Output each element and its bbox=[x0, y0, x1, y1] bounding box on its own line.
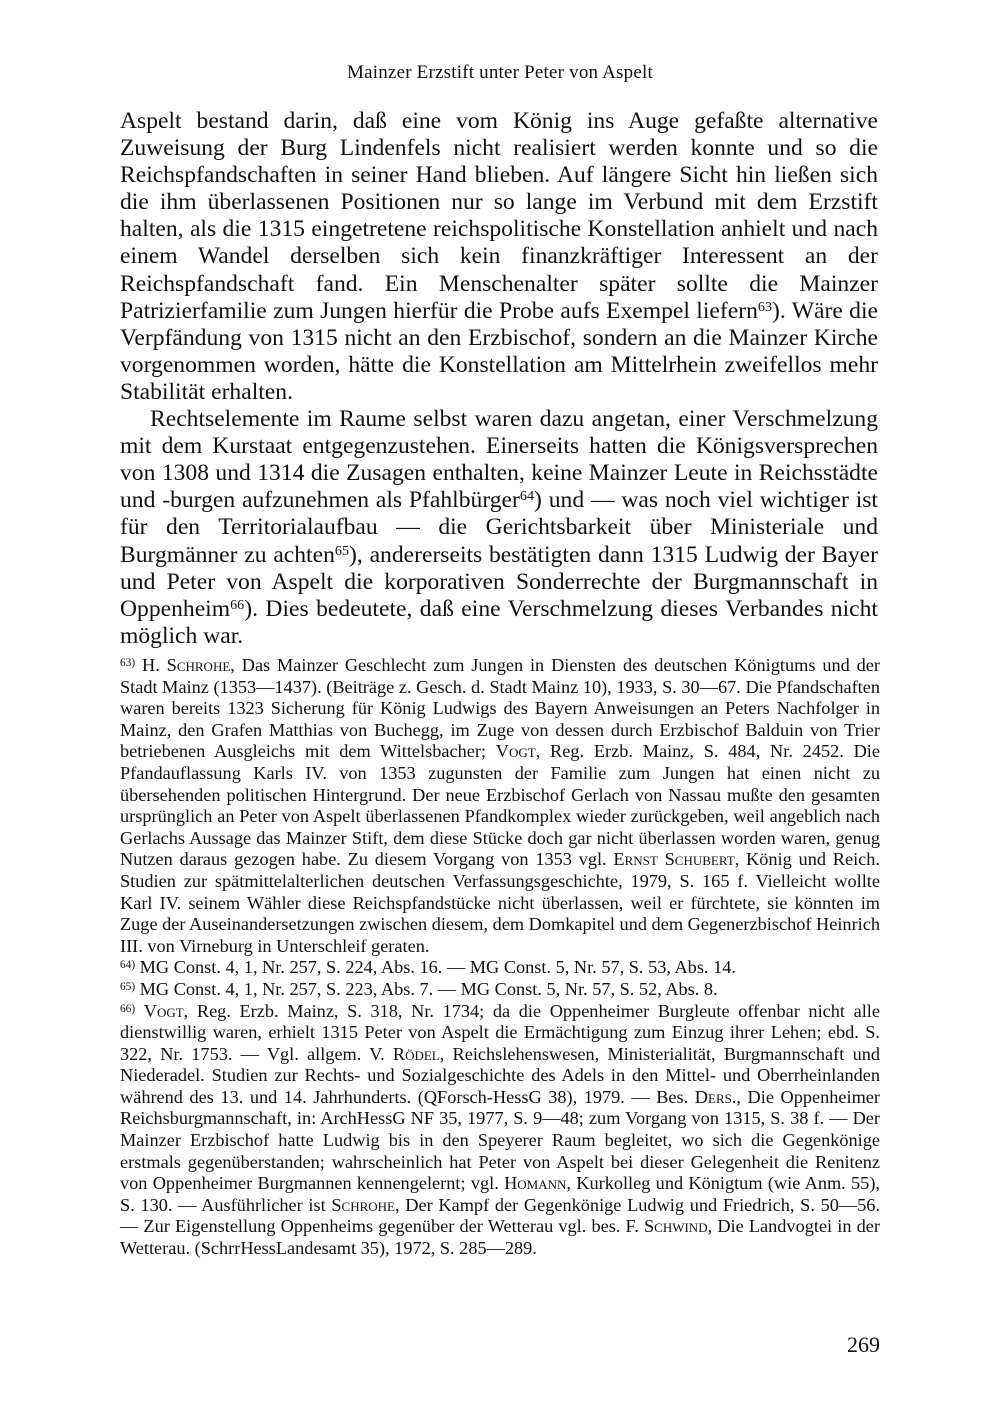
footnote-text: , Reg. Erzb. Mainz, S. 484, Nr. 2452. Die Pfandauflassung Karls IV. von 1353 zugunsten der Familie zum Jungen hat einen nicht zu übersehenden politischen Hintergrund. Der neue Erzbischof Gerlach von Nassau mußte den gesamten ursprünglich an Peter von Aspelt überlassenen Pfandkomplex wieder zurückgeben, weil angeblich nach Gerlachs Aussage das Mainzer Stift, dem diese Stücke doch gar nicht überlassen worden waren, genug Nutzen daraus gezogen habe. Zu diesem Vorgang von 1353 vgl. bbox=[120, 741, 880, 870]
author-name: Schrohe bbox=[166, 655, 231, 675]
paragraph-text: Rechtselemente im Raume selbst waren dazu angetan, einer Verschmelzung mit dem Kurstaat entgegenzustehen. Einerseits hatten die Königsversprechen von 1308 und 1314 die Zusagen enthalten, keine Mainzer Leute in Reichsstädte und -burgen aufzunehmen als Pfahlbürger bbox=[120, 406, 878, 514]
footnote-reference: 63 bbox=[757, 298, 773, 315]
running-head: Mainzer Erzstift unter Peter von Aspelt bbox=[347, 62, 653, 83]
footnote-number: 66) bbox=[120, 1002, 136, 1015]
footnote-text: MG Const. 4, 1, Nr. 257, S. 224, Abs. 16. — MG Const. 5, Nr. 57, S. 53, Abs. 14. bbox=[135, 957, 736, 978]
main-text bbox=[120, 108, 878, 650]
footnote-65 bbox=[120, 979, 880, 1001]
footnote-reference: 64 bbox=[519, 488, 535, 505]
footnote-text: , Reichslehenswesen, Ministerialität, Burgmannschaft und Niederadel. Studien zur Rechts- und Sozialgeschichte des Adels in den Mittel- und Oberrheinlanden während des 13. und 14. Jahrhunderts. (QForsch-HessG 38), 1979. — Bes. bbox=[120, 1043, 880, 1107]
page-number: 269 bbox=[847, 1332, 880, 1357]
footnote-64 bbox=[120, 957, 880, 979]
footnote-63 bbox=[120, 655, 880, 957]
author-name: Homann bbox=[504, 1173, 567, 1194]
paragraph-text: ). Dies bedeutete, daß eine Verschmelzung dieses Verbandes nicht möglich war. bbox=[120, 595, 878, 649]
author-name: Vogt bbox=[495, 741, 536, 762]
footnote-text: , Die Landvogtei in der Wetterau. (SchrrHessLandesamt 35), 1972, S. 285—289. bbox=[120, 1216, 880, 1259]
paragraph-text: Aspelt bestand darin, daß eine vom König ins Auge gefaßte alternative Zuweisung der Burg Lindenfels nicht realisiert werden konnte und so die Reichspfandschaften in seiner Hand blieben. Auf längere Sicht hin ließen sich die ihm überlassenen Positionen nur so lange im Verbund mit dem Erzstift halten, als die 1315 eingetretene reichspolitische Konstellation anhielt und nach einem Wandel derselben sich kein finanzkräftiger Interessent an der Reichspfandschaft fand. Ein Menschenalter später sollte die Mainzer Patrizierfamilie zum Jungen hierfür die Probe aufs Exempel liefern bbox=[120, 108, 878, 324]
footnote-text: , Reg. Erzb. Mainz, S. 318, Nr. 1734; da die Oppenheimer Burgleute offenbar nicht alle dienstwillig waren, erhielt 1315 Peter von Aspelt die Ermächtigung zum Einzug ihrer Lehen; ebd. S. 322, Nr. 1753. — Vgl. allgem. V. bbox=[120, 1000, 881, 1064]
paragraph-1 bbox=[120, 108, 878, 406]
footnote-text: H. bbox=[135, 655, 167, 675]
author-name: Vogt bbox=[143, 1000, 184, 1021]
footnote-number: 63) bbox=[120, 656, 136, 669]
footnote-text: MG Const. 4, 1, Nr. 257, S. 223, Abs. 7. — MG Const. 5, Nr. 57, S. 52, Abs. 8. bbox=[135, 978, 718, 999]
footnote-text: , Das Mainzer Geschlecht zum Jungen in Diensten des deutschen Königtums und der Stadt Mainz (1353—1437). (Beiträge z. Gesch. d. Stadt Mainz 10), 1933, S. 30—67. Die Pfandschaften waren bereits 1323 Sicherung für König Ludwigs des Bayern Anweisungen an Peters Nachfolger in Mainz, den Grafen Matthias von Buchegg, im Zuge von dessen durch Erzbischof Balduin von Trier betriebenen Ausgleichs mit dem Wittelsbacher; bbox=[120, 655, 880, 762]
footnote-text: , Die Oppenheimer Reichsburgmannschaft, in: ArchHessG NF 35, 1977, S. 9—48; zum Vorgang von 1315, S. 38 f. — Der Mainzer Erzbischof hatte Ludwig bis in den Speyerer Raum begleitet, wo sich die Gegenkönige erstmals gegenüberstanden; wahrscheinlich hat Peter von Aspelt bei dieser Gelegenheit die Renitenz von Oppenheimer Burgmannen kennengelernt; vgl. bbox=[120, 1086, 880, 1194]
author-name: Rödel bbox=[392, 1043, 440, 1064]
footnote-text: , Kurkolleg und Königtum (wie Anm. 55), S. 130. — Ausführlicher ist bbox=[120, 1173, 880, 1215]
paragraph-text: ). Wäre die Verpfändung von 1315 nicht an den Erzbischof, sondern an die Mainzer Kirche vorgenommen worden, hätte die Konstellation am Mittelrhein zweifellos mehr Stabilität erhalten. bbox=[120, 297, 878, 405]
paragraph-text: ) und — was noch viel wichtiger ist für den Territorialaufbau — die Gerichtsbarkeit über Ministeriale und Burgmänner zu achten bbox=[120, 487, 878, 568]
paragraph-text: ), andererseits bestätigten dann 1315 Ludwig der Bayer und Peter von Aspelt die korporativen Sonderrechte der Burgmannschaft in Oppenheim bbox=[120, 541, 878, 622]
footnote-text: , Der Kampf der Gegenkönige Ludwig und Friedrich, S. 50—56. — Zur Eigenstellung Oppenheims gegenüber der Wetterau vgl. bes. F. bbox=[120, 1194, 880, 1237]
author-name: Schwind bbox=[643, 1216, 708, 1237]
footnote-number: 65) bbox=[120, 980, 136, 993]
author-name: Schrohe bbox=[331, 1194, 395, 1215]
footnote-reference: 66 bbox=[230, 596, 245, 613]
paragraph-2 bbox=[120, 406, 878, 650]
footnote-reference: 65 bbox=[334, 542, 350, 559]
footnotes bbox=[120, 655, 880, 1260]
author-name: Ernst Schubert bbox=[613, 849, 735, 870]
author-name: Ders. bbox=[694, 1086, 737, 1107]
footnote-text: , König und Reich. Studien zur spätmittelalterlichen deutschen Verfassungsgeschichte, 1979, S. 165 f. Vielleicht wollte Karl IV. seinem Wähler diese Reichspfandstücke nicht überlassen, weil er fürchtete, sie könnten im Zuge der Auseinandersetzungen zwischen diesem, dem Domkapitel und dem Gegenerzbischof Heinrich III. von Virneburg in Unterschleif geraten. bbox=[120, 849, 880, 956]
footnote-66 bbox=[120, 1001, 880, 1260]
footnote-number: 64) bbox=[120, 959, 136, 972]
